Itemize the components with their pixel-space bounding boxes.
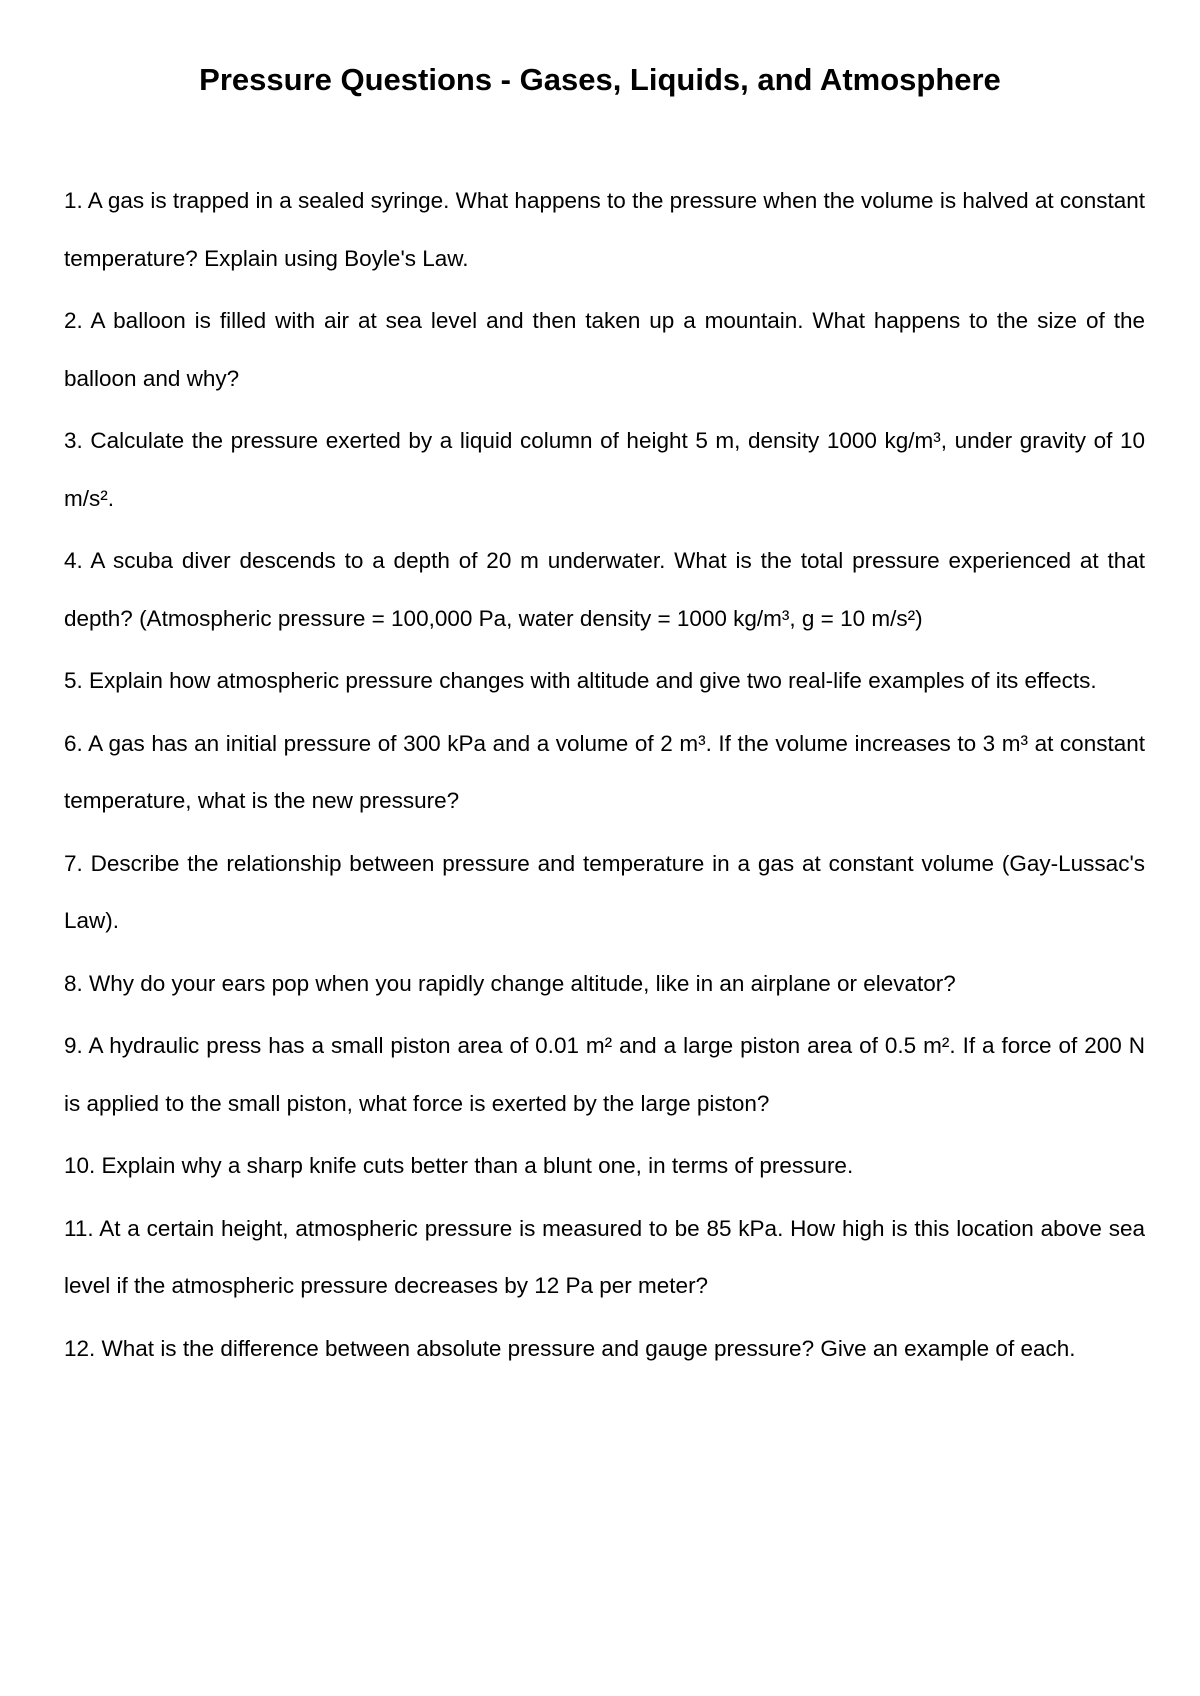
question-8 [64,955,1145,1013]
question-4 [64,532,1145,647]
question-number: 12. [64,1335,96,1361]
question-text: Explain why a sharp knife cuts better than a blunt one, in terms of pressure. [101,1153,854,1178]
question-text: Calculate the pressure exerted by a liquid column of height 5 m, density 1000 kg/m³, under gravity of 10 m/s². [64,428,1145,511]
question-3 [64,412,1145,527]
question-number: 5. [64,668,83,693]
question-text: A gas is trapped in a sealed syringe. What happens to the pressure when the volume is halved at constant temperature? Explain using Boyle's Law. [64,188,1145,271]
question-6 [64,715,1145,830]
question-number: 8. [64,970,83,996]
question-text: A balloon is filled with air at sea level and then taken up a mountain. What happens to the size of the balloon and why? [64,308,1145,391]
question-text: Describe the relationship between pressure and temperature in a gas at constant volume (Gay-Lussac's Law). [64,850,1145,933]
question-2 [64,292,1145,407]
question-text: A hydraulic press has a small piston area of 0.01 m² and a large piston area of 0.5 m². If a force of 200 N is applied to the small piston, what force is exerted by the large piston? [64,1033,1146,1116]
question-10 [64,1137,1145,1195]
question-number: 9. [64,1033,83,1058]
question-text: At a certain height, atmospheric pressure is measured to be 85 kPa. How high is this location above sea level if the atmospheric pressure decreases by 12 Pa per meter? [64,1215,1146,1298]
question-11 [64,1200,1145,1315]
question-5 [64,652,1145,710]
question-text: A scuba diver descends to a depth of 20 m underwater. What is the total pressure experienced at that depth? (Atmospheric pressure = 100,000 Pa, water density = 1000 kg/m³, g = 10 m/s²) [64,548,1145,631]
question-number: 11. [64,1215,94,1241]
question-number: 7. [64,850,83,876]
question-12 [64,1320,1145,1378]
question-number: 10. [64,1153,96,1178]
question-number: 3. [64,428,83,453]
page-title: Pressure Questions - Gases, Liquids, and Atmosphere [199,62,1001,97]
question-text: Explain how atmospheric pressure changes with altitude and give two real-life examples of its effects. [89,668,1097,693]
question-text: A gas has an initial pressure of 300 kPa and a volume of 2 m³. If the volume increases to 3 m³ at constant temperature, what is the new pressure? [64,730,1145,813]
question-1 [64,172,1145,287]
question-number: 2. [64,308,83,333]
question-number: 4. [64,548,83,573]
question-list [64,172,1145,1382]
question-number: 6. [64,730,83,756]
question-number: 1. [64,188,83,213]
question-7 [64,835,1145,950]
question-text: Why do your ears pop when you rapidly change altitude, like in an airplane or elevator? [89,970,956,996]
question-text: What is the difference between absolute pressure and gauge pressure? Give an example of each. [101,1335,1076,1361]
question-9 [64,1017,1145,1132]
